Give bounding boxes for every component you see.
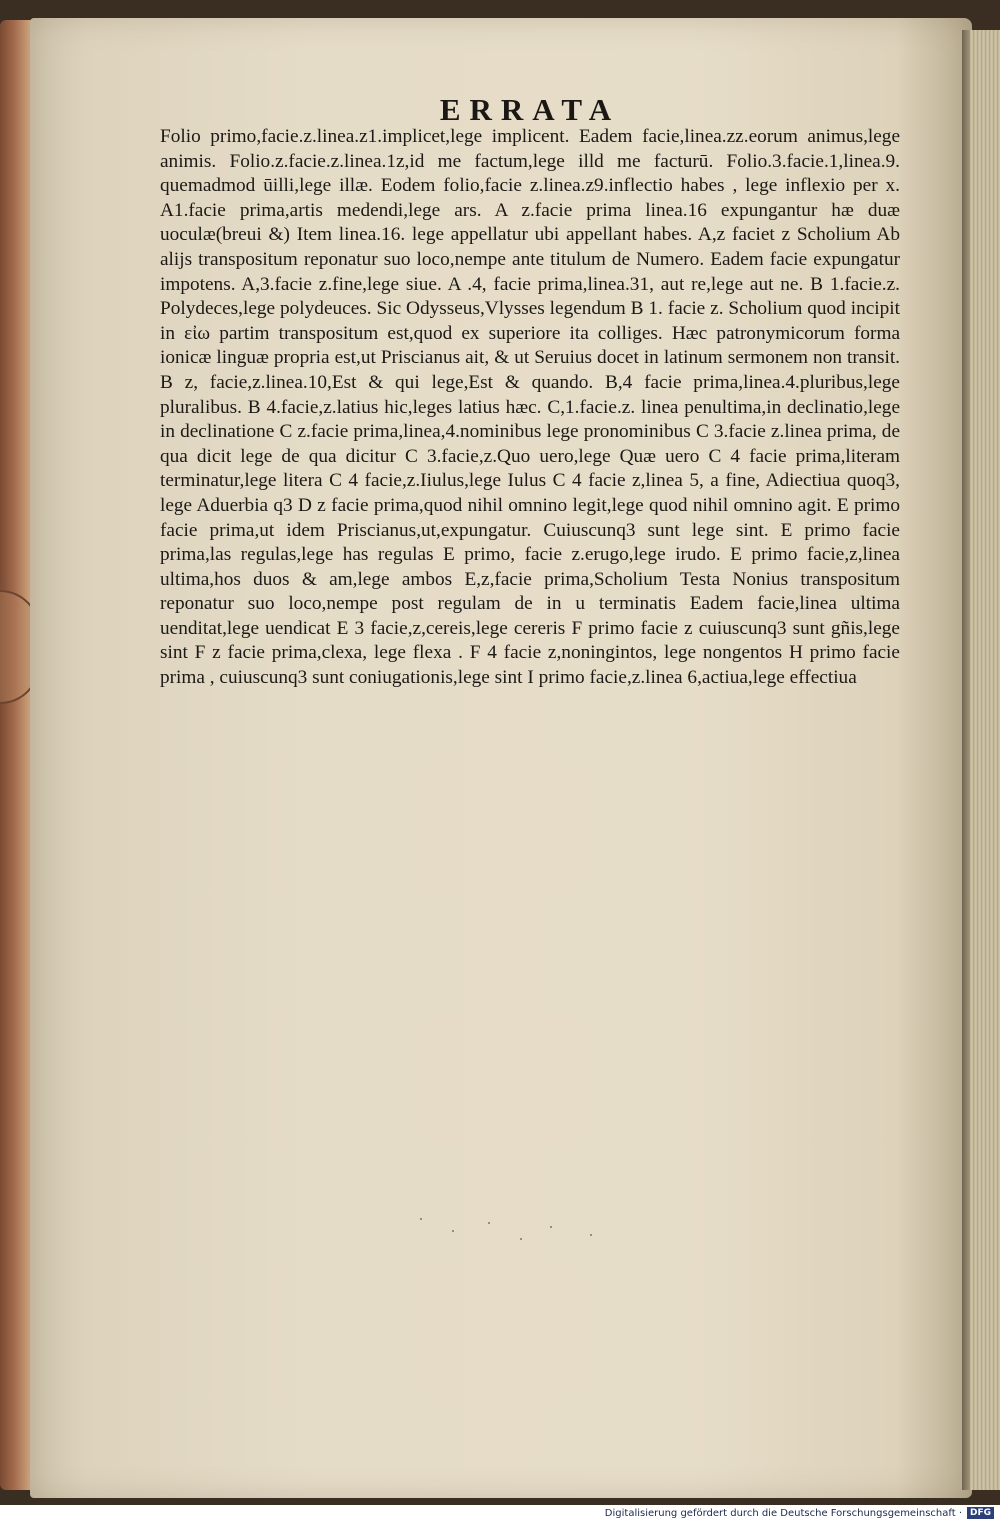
errata-entry: D z facie prima,quod nihil omnino legit,lege quod nihil omnino agit.	[298, 494, 832, 516]
errata-entry: B z, facie,z.linea.10,Est & qui lege,Est & quando.	[160, 371, 594, 393]
errata-entry: E 3 facie,z,cereis,lege cereris	[336, 617, 566, 639]
errata-entry: F primo facie z cuiuscunq3 sunt gñis,lege sint	[160, 617, 900, 664]
errata-entry: C 4 facie prima,literam terminatur,lege litera	[160, 445, 900, 492]
errata-entry: C 4 facie z,linea 5, a fine, Adiectiua quoq3, lege Aduerbia q3	[160, 470, 901, 516]
errata-entry: E,z,facie prima,Scholium Testa Nonius transpositum reponatur suo loco,nempe post regulam de in u terminatis	[160, 568, 900, 615]
page-stack-edge	[962, 30, 1000, 1490]
errata-entries	[160, 125, 900, 691]
errata-entry: Folio primo,facie.z.linea.z1.implicet,lege implicent.	[160, 126, 570, 147]
errata-entry: E primo, facie z.erugo,lege irudo.	[443, 544, 721, 566]
errata-entry: E primo facie prima,ut idem Priscianus,ut,expungatur. Cuiuscunq3 sunt lege sint.	[160, 494, 901, 541]
errata-entry: B 4.facie,z.latius hic,leges latius hæc.	[247, 396, 542, 418]
errata-entry: B 1. facie z. Scholium quod incipit in εἰω partim transpositum est,quod ex superiore ita colliges. Hæc patronymicorum forma ionicæ linguæ propria est,ut Priscianus ait, & ut Seruius docet in latinum sermonem non transit.	[160, 298, 900, 369]
errata-entry: Eodem folio,facie z.linea.z9.inflectio habes , lege inflexio per x.	[380, 175, 900, 197]
errata-entry: Eadem facie,linea.zz.eorum animus,lege animis.	[160, 126, 901, 172]
errata-entry: A .4, facie prima,linea.31, aut re,lege aut ne.	[447, 273, 804, 295]
errata-entry: E primo facie,z,linea ultima,hos duos & am,lege ambos	[160, 544, 900, 590]
errata-entry: A z.facie prima linea.16 expungantur hæ duæ uoculæ(breui &)	[160, 199, 900, 246]
errata-entry: A,z faciet z Scholium Ab alijs transpositum reponatur suo loco,nempe ante titulum de Numero.	[160, 224, 901, 270]
ink-specks	[400, 1210, 640, 1250]
errata-entry: H primo facie prima , cuiuscunq3 sunt coniugationis,lege sint	[160, 642, 900, 689]
page-heading: ERRATA	[439, 92, 621, 127]
errata-entry: C 3.facie z.linea prima, de qua dicit lege de qua dicitur	[160, 421, 901, 467]
errata-entry: F z facie prima,clexa, lege flexa .	[194, 642, 463, 664]
errata-entry: C 3.facie,z.Quo uero,lege Quæ uero	[405, 445, 700, 467]
footer-bar	[0, 1505, 1000, 1522]
errata-entry: B,4 facie prima,linea.4.pluribus,lege pluralibus.	[160, 371, 900, 418]
errata-entry: A1.facie prima,artis medendi,lege ars.	[160, 199, 482, 221]
page-fold-shadow	[962, 30, 970, 1490]
errata-entry: Folio.z.facie.z.linea.1z,id me factum,lege illd me facturū.	[229, 150, 714, 172]
errata-entry: Item linea.16. lege appellatur ubi appellant habes.	[296, 224, 693, 246]
dfg-logo: DFG	[967, 1507, 994, 1519]
errata-entry: Folio.3.facie.1,linea.9. quemadmod ūilli,lege illæ.	[160, 150, 900, 197]
errata-entry: I primo facie,z.linea 6,actiua,lege effectiua	[527, 667, 857, 689]
errata-entry: Eadem facie,linea ultima uenditat,lege uendicat	[160, 593, 900, 639]
errata-entry: B 1.facie.z. Polydeces,lege polydeuces. Sic Odysseus,Vlysses legendum	[160, 273, 900, 320]
errata-entry: F 4 facie z,noningintos, lege nongentos	[469, 642, 783, 664]
errata-entry: Eadem facie expungatur impotens.	[160, 248, 900, 295]
errata-entry: C 4 facie,z.Iiulus,lege Iulus	[329, 470, 547, 492]
errata-entry: C,1.facie.z. linea penultima,in declinatio,lege in declinatione	[160, 396, 901, 443]
funding-credit: Digitalisierung gefördert durch die Deutsche Forschungsgemeinschaft ·	[604, 1508, 962, 1519]
errata-entry: C z.facie prima,linea,4.nominibus lege pronominibus	[279, 421, 691, 443]
errata-entry: E primo facie prima,las regulas,lege has regulas	[160, 519, 900, 566]
errata-entry: A,3.facie z.fine,lege siue.	[241, 273, 442, 295]
